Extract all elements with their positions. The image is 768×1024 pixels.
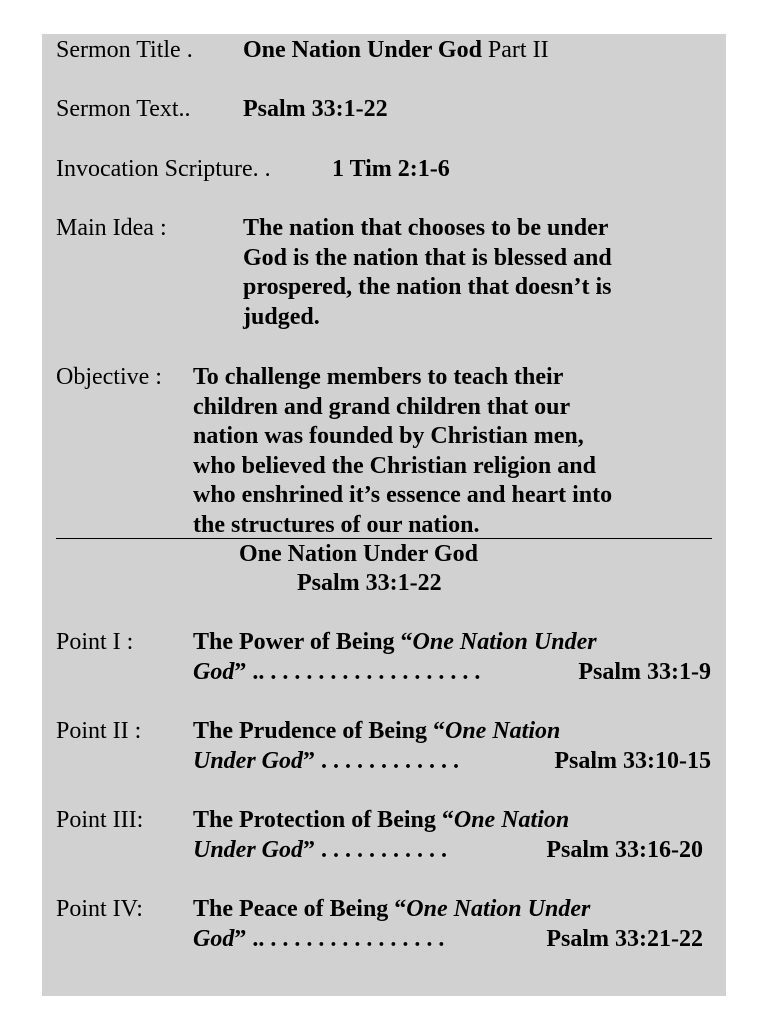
point-scripture-ref: Psalm 33:1-9 [578, 658, 711, 685]
point-label: Point II : [56, 718, 142, 744]
point-leader-dots: ” .. . . . . . . . . . . . . . . . . . . [234, 658, 481, 685]
point-title-italic: God [193, 658, 235, 685]
main-idea-line: The nation that chooses to be under [243, 215, 609, 241]
point-label: Point I : [56, 629, 134, 655]
sermon-title-label: Sermon Title . [56, 37, 193, 63]
main-idea-line: prospered, the nation that doesn’t is [243, 274, 612, 300]
outline-heading: One Nation Under God [239, 541, 478, 567]
point-title-italic: One Nation Under [412, 629, 597, 655]
point-leader-dots: ” .. . . . . . . . . . . . . . . . [234, 925, 445, 952]
point-scripture-ref: Psalm 33:10-15 [554, 747, 711, 774]
section-divider [56, 538, 712, 539]
point-title: The Protection of Being “ [193, 807, 454, 833]
point-title: The Peace of Being “ [193, 896, 407, 922]
objective-line: To challenge members to teach their [193, 364, 564, 390]
objective-line: who believed the Christian religion and [193, 452, 596, 479]
objective-text [193, 363, 612, 540]
point-leader-dots: ” . . . . . . . . . . . . [303, 747, 460, 774]
main-idea-label: Main Idea : [56, 215, 167, 241]
point-title-italic: One Nation [445, 718, 561, 744]
point-label: Point IV: [56, 896, 143, 922]
point-title-italic: God [193, 925, 235, 952]
point-scripture-ref: Psalm 33:16-20 [546, 836, 703, 863]
point-title-italic: Under God [193, 747, 304, 774]
point-scripture-ref: Psalm 33:21-22 [546, 925, 703, 952]
main-idea-text [243, 214, 612, 332]
objective-line: children and grand children that our [193, 393, 571, 420]
main-idea-line: judged. [243, 303, 320, 330]
point-item [193, 717, 711, 776]
sermon-title-value [243, 36, 549, 66]
point-item [193, 806, 703, 865]
objective-line: who enshrined it’s essence and heart into [193, 482, 613, 508]
point-title-italic: One Nation [453, 807, 570, 833]
main-idea-line: God is the nation that is blessed and [243, 244, 612, 271]
invocation-label: Invocation Scripture. . [56, 156, 271, 182]
sermon-text-value: Psalm 33:1-22 [243, 96, 388, 122]
sermon-title-rest: Part II [481, 37, 549, 63]
point-leader-dots: ” . . . . . . . . . . . [303, 836, 448, 863]
invocation-value: 1 Tim 2:1-6 [332, 156, 450, 182]
objective-line: the structures of our nation. [193, 511, 480, 538]
point-item [193, 895, 703, 954]
point-item [193, 628, 711, 687]
objective-line: nation was founded by Christian men, [193, 423, 584, 449]
sermon-text-label: Sermon Text.. [56, 96, 191, 122]
sermon-title-bold: One Nation Under God [243, 37, 482, 63]
point-title-italic: Under God [193, 836, 304, 863]
objective-label: Objective : [56, 364, 162, 390]
point-title-italic: One Nation Under [406, 896, 591, 922]
point-title: The Power of Being “ [193, 629, 413, 655]
outline-subheading: Psalm 33:1-22 [297, 570, 442, 596]
point-title: The Prudence of Being “ [193, 718, 445, 744]
point-label: Point III: [56, 807, 144, 833]
